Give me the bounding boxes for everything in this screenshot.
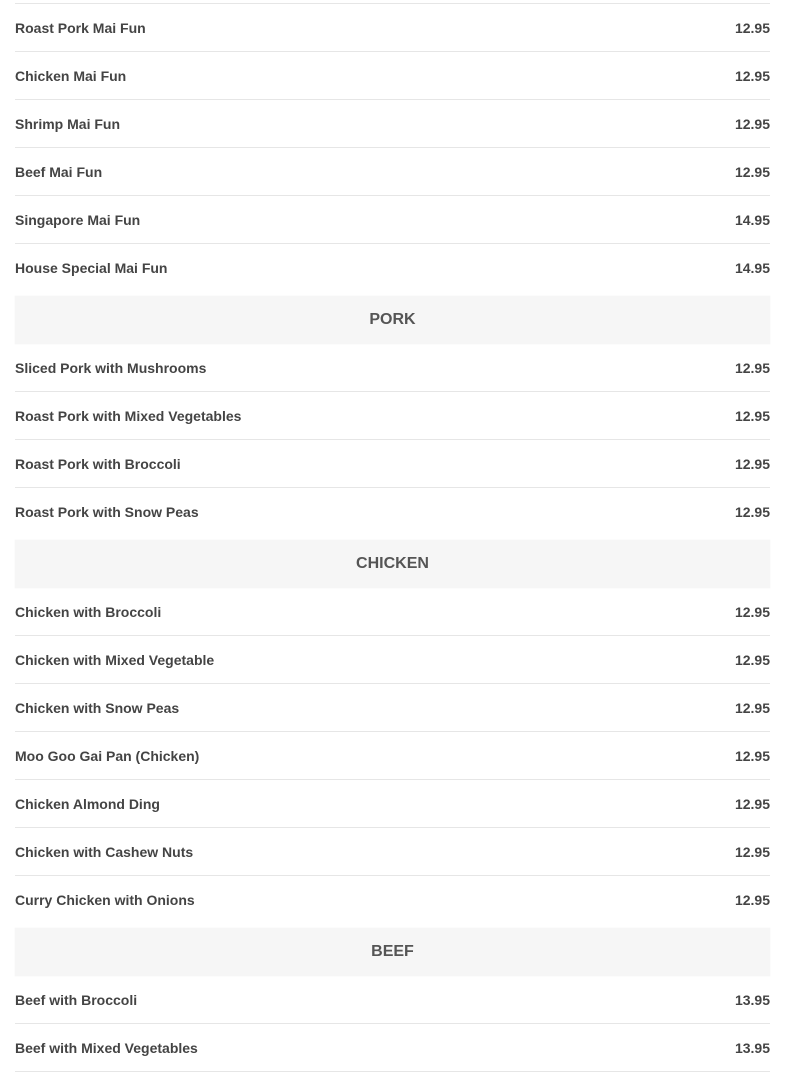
item-name: Curry Chicken with Onions [15,891,195,908]
menu-item[interactable] [15,440,770,488]
item-price: 12.95 [734,359,770,376]
item-name: Chicken Mai Fun [15,67,127,84]
item-name: Chicken with Broccoli [15,603,162,620]
item-price: 12.95 [734,19,770,36]
item-price: 12.95 [734,891,770,908]
item-name: Moo Goo Gai Pan (Chicken) [15,747,200,764]
item-name: Chicken with Cashew Nuts [15,843,194,860]
item-name: Chicken with Snow Peas [15,699,180,716]
item-price: 12.95 [734,67,770,84]
item-name: Roast Pork with Mixed Vegetables [15,407,242,424]
item-name: Beef Mai Fun [15,163,103,180]
item-price: 12.95 [734,795,770,812]
menu-item[interactable] [15,780,770,828]
menu-item[interactable] [15,636,770,684]
item-price: 12.95 [734,651,770,668]
item-price: 12.95 [734,699,770,716]
menu-item[interactable] [15,100,770,148]
menu-list [15,0,770,1072]
item-price: 12.95 [734,407,770,424]
item-name: Beef with Broccoli [15,991,138,1008]
item-price: 14.95 [734,259,770,276]
menu-item[interactable] [15,244,770,291]
section-heading-chicken: CHICKEN [15,540,770,588]
item-price: 12.95 [734,115,770,132]
menu-item[interactable] [15,196,770,244]
menu-item[interactable] [15,976,770,1024]
menu-item[interactable] [15,392,770,440]
menu-item[interactable] [15,148,770,196]
menu-item[interactable] [15,4,770,52]
menu-item[interactable] [15,344,770,392]
item-price: 12.95 [734,163,770,180]
item-price: 12.95 [734,843,770,860]
menu-item[interactable] [15,828,770,876]
item-name: Singapore Mai Fun [15,211,141,228]
item-name: Roast Pork with Broccoli [15,455,181,472]
menu-item[interactable] [15,876,770,923]
item-price: 12.95 [734,503,770,520]
item-name: Sliced Pork with Mushrooms [15,359,207,376]
item-price: 12.95 [734,455,770,472]
item-price: 12.95 [734,603,770,620]
menu-item[interactable] [15,488,770,535]
section-heading-beef: BEEF [15,928,770,976]
item-price: 12.95 [734,747,770,764]
menu-item[interactable] [15,52,770,100]
item-name: Chicken Almond Ding [15,795,160,812]
item-name: Chicken with Mixed Vegetable [15,651,215,668]
item-name: Roast Pork Mai Fun [15,19,146,36]
item-name: Roast Pork with Snow Peas [15,503,199,520]
item-name: House Special Mai Fun [15,259,168,276]
item-price: 13.95 [734,1039,770,1056]
section-heading-pork: PORK [15,296,770,344]
menu-item[interactable] [15,588,770,636]
item-price: 13.95 [734,991,770,1008]
item-name: Shrimp Mai Fun [15,115,120,132]
item-name: Beef with Mixed Vegetables [15,1039,198,1056]
menu-item[interactable] [15,1024,770,1072]
item-price: 14.95 [734,211,770,228]
menu-item[interactable] [15,732,770,780]
menu-item[interactable] [15,684,770,732]
